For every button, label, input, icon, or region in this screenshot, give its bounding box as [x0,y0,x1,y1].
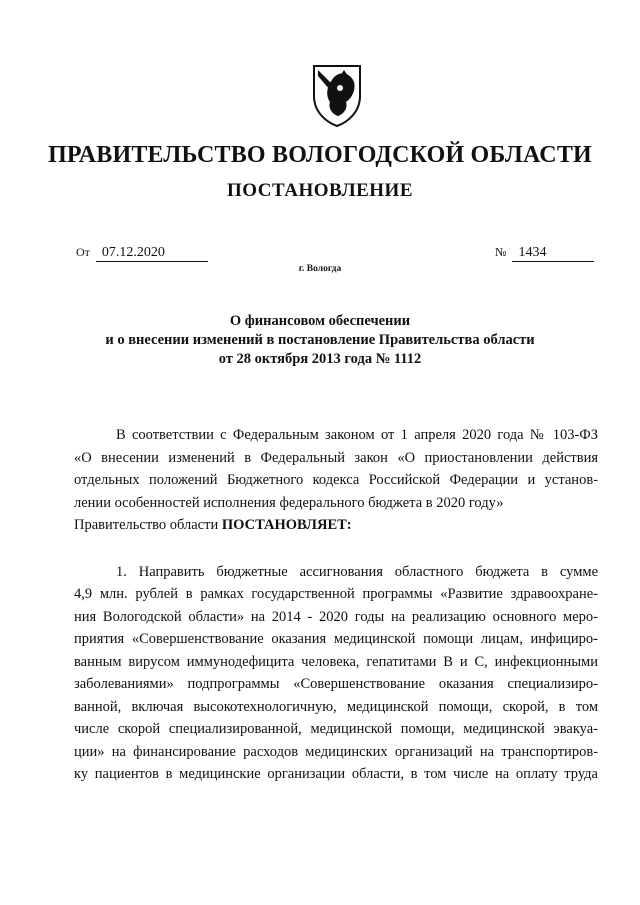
text-line: отдельных положений Бюджетного кодекса Российской Федерации и установ- [74,472,598,488]
resolution-prefix: Правительство области [74,517,219,533]
text-line: числе скорой специализированной, медицинской помощи, медицинской эвакуа- [74,721,598,737]
paragraph-1 [74,561,598,786]
text-line: заболеваниями» подпрограммы «Совершенствование оказания специализиро- [74,676,598,692]
text-line: ванной, включая высокотехнологичную, медицинской помощи, скорой, в том [74,698,598,715]
organization-name: ПРАВИТЕЛЬСТВО ВОЛОГОДСКОЙ ОБЛАСТИ [48,142,592,168]
document-type: ПОСТАНОВЛЕНИЕ [226,180,414,201]
date-value: 07.12.2020 [96,245,208,262]
text-line: приятия «Совершенствование оказания медицинской помощи лицам, инфициро- [74,631,598,647]
title-line: О финансовом обеспечении [229,313,411,329]
resolution-word: ПОСТАНОВЛЯЕТ: [221,517,352,533]
number-row [495,245,594,262]
number-label: № [495,245,507,259]
preamble [74,424,598,537]
text-line: В соответствии с Федеральным законом от 1 апреля 2020 года № 103-ФЗ [116,427,598,443]
text-line: лении особенностей исполнения федерального бюджета в 2020 году» [74,494,504,511]
document-title [0,312,640,369]
date-label: От [76,245,90,259]
text-line: «О внесении изменений в Федеральный закон «О приостановлении действия [74,449,598,466]
text-line: ванным вирусом иммунодефицита человека, гепатитами В и С, инфекционными [74,653,598,670]
text-line: ку пациентов в медицинские организации области, в том числе на оплату труда [74,766,598,782]
vologda-coat-of-arms-icon [310,62,364,128]
title-line: и о внесении изменений в постановление Правительства области [105,332,535,348]
number-value: 1434 [512,245,594,262]
title-line: от 28 октября 2013 года № 1112 [218,351,422,367]
text-line: 4,9 млн. рублей в рамках государственной программы «Развитие здравоохране- [74,586,598,602]
text-line: ции» на финансирование расходов медицинских организаций на транспортиров- [74,743,598,760]
document-body [74,424,598,786]
text-line: ния Вологодской области» на 2014 - 2020 годы на реализацию основного меро- [74,608,598,625]
text-line: 1. Направить бюджетные ассигнования областного бюджета в сумме [116,563,598,580]
resolution-line [74,514,598,537]
city-label: г. Вологда [298,264,342,274]
date-row [76,245,208,262]
